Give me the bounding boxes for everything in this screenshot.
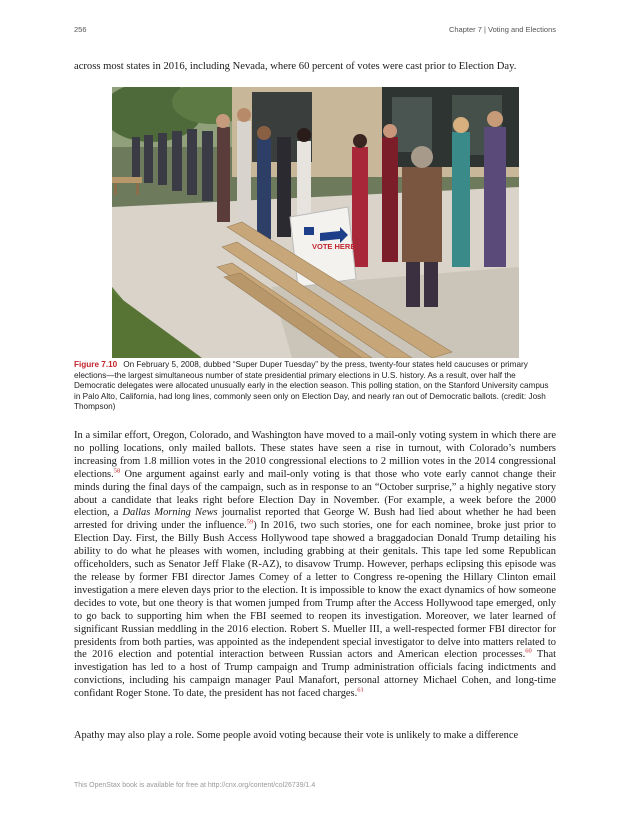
paragraph-text: That investigation has led to a host of Trump campaign and Trump administration officials facing indictments and convictions, including his campaign manager Paul Manafort, personal attorney Michael Cohen, and long-time confidant Roger Stone. To date, the president has not faced charges. bbox=[74, 649, 556, 700]
footnote-ref-61[interactable]: 61 bbox=[357, 686, 364, 694]
body-paragraph-1 bbox=[74, 430, 556, 701]
paragraph-text: One argument against early and mail-only voting is that those who vote early cannot change their minds during the final days of the campaign, such as in response to an “October surprise,” a highly negative story about a candidate that leaks right before Election Day in November. (For example, a week before the 2000 election, a bbox=[74, 468, 556, 519]
footnote-ref-60[interactable]: 60 bbox=[525, 647, 532, 655]
chapter-title: Chapter 7 | Voting and Elections bbox=[448, 25, 556, 34]
page-footer: This OpenStax book is available for free at http://cnx.org/content/col26739/1.4 bbox=[74, 782, 316, 789]
footnote-ref-58[interactable]: 58 bbox=[113, 467, 121, 475]
page-number: 256 bbox=[74, 25, 87, 34]
figure-caption bbox=[74, 360, 556, 413]
lead-text: across most states in 2016, including Nevada, where 60 percent of votes were cast prior to Election Day. bbox=[74, 61, 517, 72]
figure-label: Figure 7.10 bbox=[74, 360, 118, 369]
figure-photo bbox=[112, 87, 519, 358]
paragraph-text: In a similar effort, Oregon, Colorado, and Washington have moved to a mail-only voting system in which there are no polling locations, only mailed ballots. These states have seen a rise in turnout, with Colorado’s numbers increasing from 1.8 million votes in the 2010 congressional elections to 2 million votes in the 2014 congressional elections. bbox=[74, 430, 556, 480]
publication-name: Dallas Morning News bbox=[122, 507, 218, 519]
paragraph-text: journalist reported that George W. Bush had lied about whether he had been arrested for driving under the influence. bbox=[74, 507, 556, 532]
vote-here-sign: VOTE HERE bbox=[312, 242, 356, 251]
body-paragraph-2: Apathy may also play a role. Some people avoid voting because their vote is unlikely to make a difference bbox=[74, 730, 519, 741]
caption-text: On February 5, 2008, dubbed “Super Duper Tuesday” by the press, twenty-four states held caucuses or primary elections—the largest simultaneous number of state presidential primary elections in U.S. history. As a result, over half the Democratic delegates were allocated unusually early in the election season. This polling station, on the Stanford University campus in Palo Alto, California, had long lines, commonly seen only on Election Day, and nearly ran out of Democratic ballots. (credit: Josh Thompson) bbox=[74, 360, 549, 412]
paragraph-text: ) In 2016, two such stories, one for each nominee, broke just prior to Election Day. First, the Billy Bush Access Hollywood tape showed a braggadocian Donald Trump detailing his ability to do what he pleases with women, including grabbing at their genitals. This tape led some Republican officeholders, such as Senator Jeff Flake (R-AZ), to disavow Trump. However, perhaps eclipsing this episode was the release by former FBI director James Comey of a letter to Congress re-opening the Hillary Clinton email investigation a mere eleven days prior to the election. It is impossible to know the exact dynamics of how someone decides to vote, but one theory is that women jumped from Trump after the Access Hollywood tape emerged, only to go back to supporting him when the FBI seemed to reopen its investigation. Moreover, we later learned of significant Russian meddling in the 2016 election. Robert S. Mueller III, a well-respected former FBI director for presidents from both parties, was appointed as the independent special investigator to delve into matters related to the 2016 election and potential interaction between Russian actors and American election processes. bbox=[74, 520, 557, 661]
footnote-ref-59[interactable]: 59 bbox=[246, 518, 254, 526]
